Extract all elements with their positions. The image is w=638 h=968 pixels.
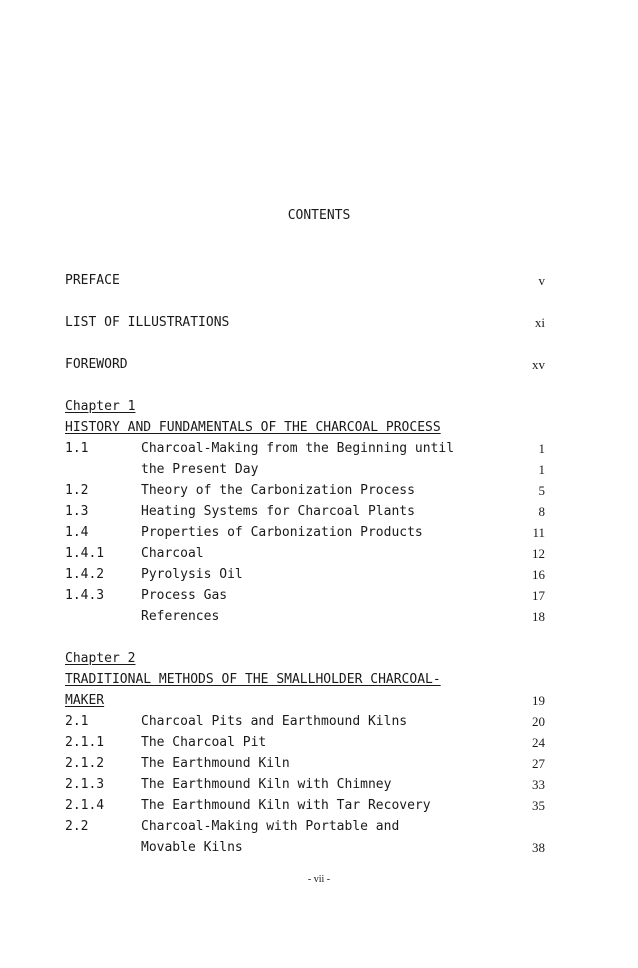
chapter-title-line: TRADITIONAL METHODS OF THE SMALLHOLDER CHARCOAL-: [65, 672, 441, 687]
chapter-heading: Chapter 1: [65, 399, 136, 414]
section-number: 1.2: [65, 483, 89, 498]
section-page: 1: [538, 441, 545, 456]
section-number: 2.2: [65, 819, 89, 834]
section-title: The Earthmound Kiln: [141, 756, 290, 771]
section-title: Pyrolysis Oil: [141, 567, 243, 582]
section-page: 38: [532, 840, 545, 855]
section-page: 12: [532, 546, 545, 561]
section-title: Theory of the Carbonization Process: [141, 483, 415, 498]
section-page: 18: [532, 609, 545, 624]
front-matter-page: xi: [534, 315, 545, 330]
section-title: Properties of Carbonization Products: [141, 525, 423, 540]
section-title: The Earthmound Kiln with Chimney: [141, 777, 392, 792]
front-matter-label: PREFACE: [65, 273, 120, 288]
section-number: 1.4: [65, 525, 89, 540]
section-page: 11: [532, 525, 545, 540]
section-title: Charcoal Pits and Earthmound Kilns: [141, 714, 408, 729]
section-title: Heating Systems for Charcoal Plants: [141, 504, 415, 519]
page-title: CONTENTS: [287, 208, 351, 223]
section-number: 2.1.1: [65, 735, 105, 750]
section-page: 17: [532, 588, 545, 603]
section-page: 27: [532, 756, 545, 771]
section-number: 2.1: [65, 714, 89, 729]
section-page: 5: [538, 483, 545, 498]
section-title: The Charcoal Pit: [141, 735, 267, 750]
section-number: 1.4.3: [65, 588, 105, 603]
section-title: Charcoal-Making from the Beginning until: [141, 441, 455, 456]
chapter-title-line: MAKER: [65, 693, 105, 708]
section-page: 1: [538, 462, 545, 477]
section-page: 16: [532, 567, 545, 582]
section-number: 1.1: [65, 441, 89, 456]
section-title: References: [141, 609, 220, 624]
front-matter-page: v: [538, 273, 545, 288]
section-number: 1.4.1: [65, 546, 105, 561]
section-title: Process Gas: [141, 588, 228, 603]
section-title: The Earthmound Kiln with Tar Recovery: [141, 798, 431, 813]
front-matter-label: LIST OF ILLUSTRATIONS: [65, 315, 230, 330]
section-title: Charcoal: [141, 546, 204, 561]
section-title: the Present Day: [141, 462, 259, 477]
chapter-heading: Chapter 2: [65, 651, 136, 666]
chapter-title: HISTORY AND FUNDAMENTALS OF THE CHARCOAL PROCESS: [65, 420, 441, 435]
section-page: 20: [532, 714, 545, 729]
section-page: 35: [532, 798, 545, 813]
section-number: 1.4.2: [65, 567, 105, 582]
front-matter-label: FOREWORD: [65, 357, 128, 372]
page-number: - vii -: [307, 874, 331, 885]
section-title: Movable Kilns: [141, 840, 243, 855]
section-number: 2.1.3: [65, 777, 105, 792]
section-title: Charcoal-Making with Portable and: [141, 819, 400, 834]
front-matter-page: xv: [532, 357, 545, 372]
section-page: 33: [532, 777, 545, 792]
chapter-page: 19: [532, 693, 545, 708]
section-number: 2.1.4: [65, 798, 105, 813]
section-number: 1.3: [65, 504, 89, 519]
section-page: 8: [538, 504, 545, 519]
section-number: 2.1.2: [65, 756, 105, 771]
section-page: 24: [532, 735, 545, 750]
